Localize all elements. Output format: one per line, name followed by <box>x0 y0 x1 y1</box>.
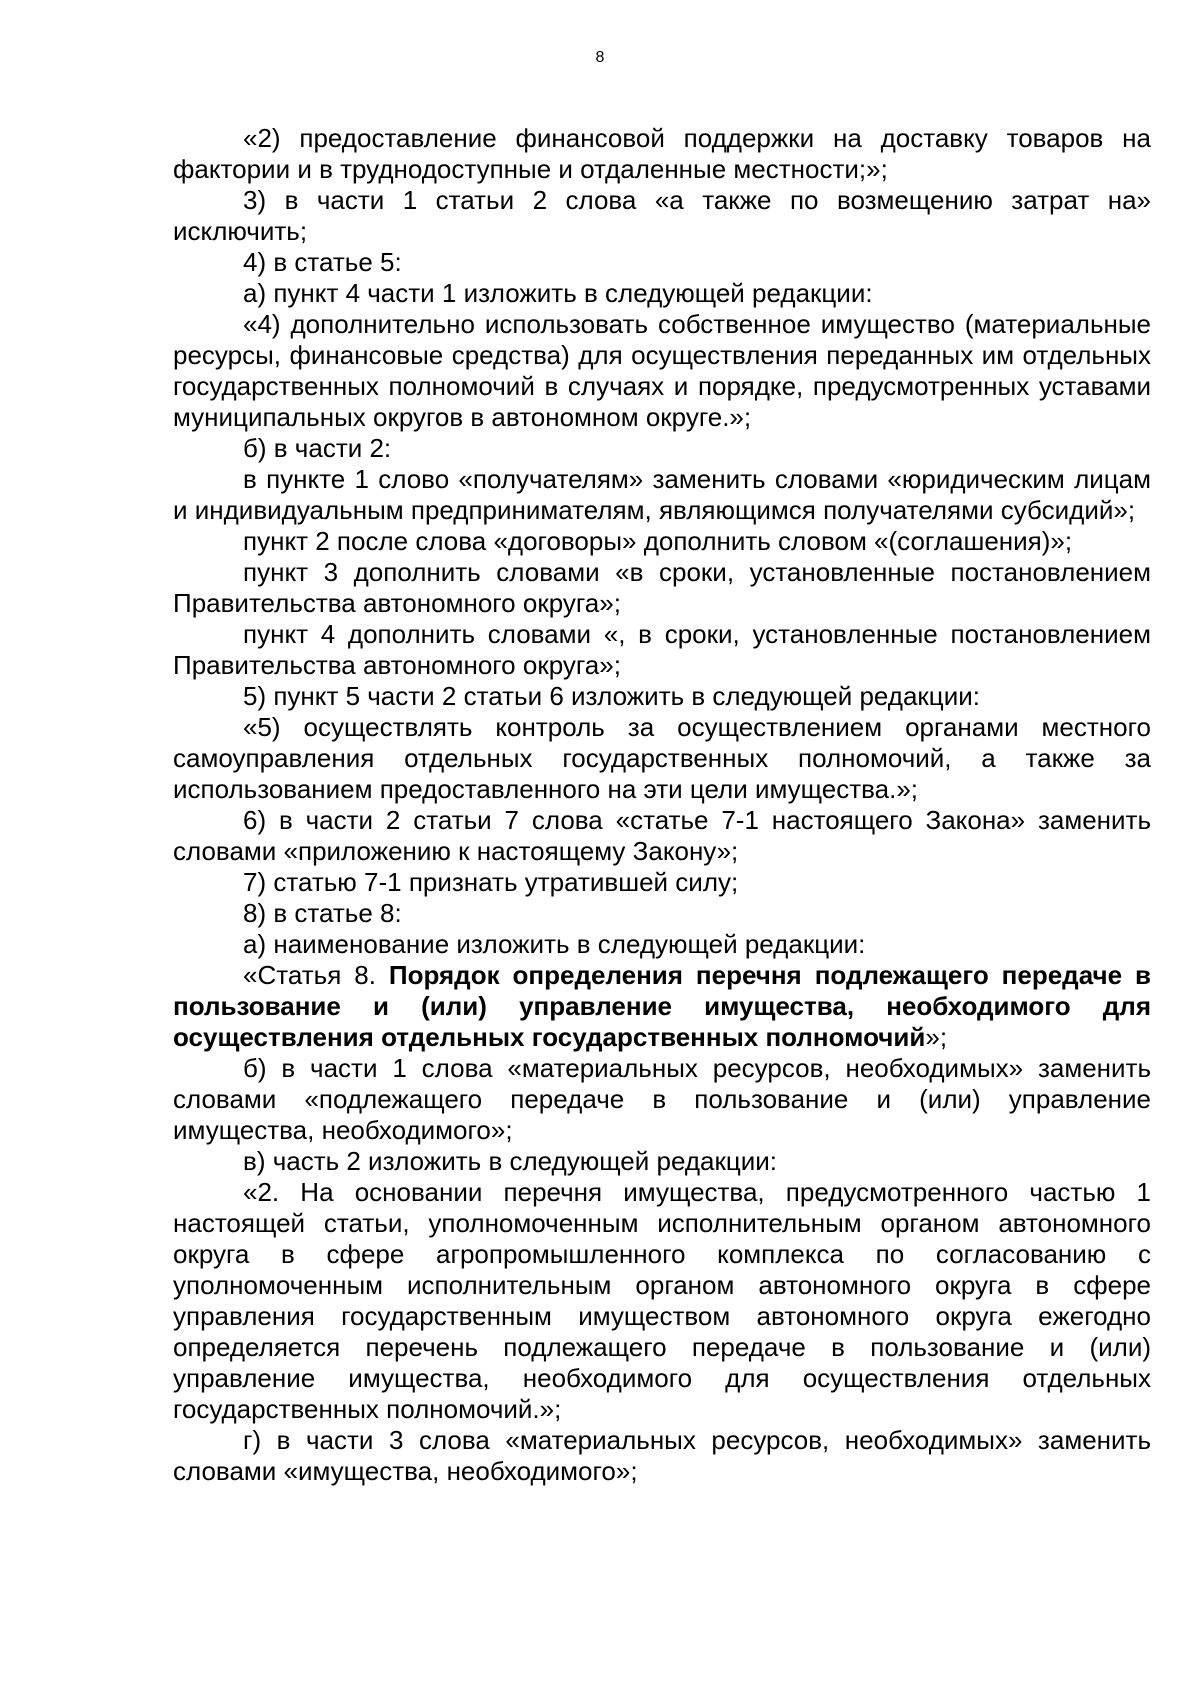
paragraph: а) пункт 4 части 1 изложить в следующей редакции: <box>243 278 873 308</box>
article-heading-prefix: «Статья 8. <box>243 960 389 990</box>
paragraph: пункт 2 после слова «договоры» дополнить словом «(соглашения)»; <box>243 526 1073 556</box>
paragraph: пункт 3 дополнить словами «в сроки, установленные постановлением Правительства автономного округа»; <box>173 557 1151 618</box>
article-heading-suffix: »; <box>925 1022 948 1052</box>
paragraph: г) в части 3 слова «материальных ресурсов, необходимых» заменить словами «имущества, необходимого»; <box>173 1425 1151 1486</box>
paragraph: в) часть 2 изложить в следующей редакции: <box>243 1146 778 1176</box>
paragraph: 5) пункт 5 части 2 статьи 6 изложить в следующей редакции: <box>243 681 980 711</box>
paragraph: «5) осуществлять контроль за осуществлением органами местного самоуправления отдельных государственных полномочий, а также за использованием предоставленного на эти цели имущества.»; <box>173 712 1151 804</box>
paragraph: в пункте 1 слово «получателям» заменить словами «юридическим лицам и индивидуальным предпринимателям, являющимся получателями субсидий»; <box>173 464 1151 525</box>
paragraph: б) в части 2: <box>243 433 392 463</box>
article-heading-title: Порядок определения перечня подлежащего передаче в пользование и (или) управление имущества, необходимого для осуществления отдельных государственных полномочий <box>173 960 1152 1052</box>
paragraph: 8) в статье 8: <box>243 898 402 928</box>
paragraph: пункт 4 дополнить словами «, в сроки, установленные постановлением Правительства автономного округа»; <box>173 619 1151 680</box>
document-body <box>173 123 1151 1487</box>
paragraph: 6) в части 2 статьи 7 слова «статье 7-1 настоящего Закона» заменить словами «приложению к настоящему Закону»; <box>173 805 1151 866</box>
article-heading <box>173 960 1151 1053</box>
paragraph: «4) дополнительно использовать собственное имущество (материальные ресурсы, финансовые средства) для осуществления переданных им отдельных государственных полномочий в случаях и порядке, предусмотренных уставами муниципальных округов в автономном округе.»; <box>173 309 1151 432</box>
paragraph: 4) в статье 5: <box>243 247 402 277</box>
paragraph: «2) предоставление финансовой поддержки на доставку товаров на фактории и в труднодоступные и отдаленные местности;»; <box>173 123 1151 184</box>
paragraph: а) наименование изложить в следующей редакции: <box>243 929 866 959</box>
paragraph: 3) в части 1 статьи 2 слова «а также по возмещению затрат на» исключить; <box>173 185 1151 246</box>
page-number: 8 <box>595 49 605 66</box>
paragraph: 7) статью 7-1 признать утратившей силу; <box>243 867 739 897</box>
paragraph: б) в части 1 слова «материальных ресурсов, необходимых» заменить словами «подлежащего передаче в пользование и (или) управление имущества, необходимого»; <box>173 1053 1151 1145</box>
paragraph: «2. На основании перечня имущества, предусмотренного частью 1 настоящей статьи, уполномоченным исполнительным органом автономного округа в сфере агропромышленного комплекса по согласованию с уполномоченным исполнительным органом автономного округа в сфере управления государственным имуществом автономного округа ежегодно определяется перечень подлежащего передаче в пользование и (или) управление имущества, необходимого для осуществления отдельных государственных полномочий.»; <box>173 1177 1151 1424</box>
